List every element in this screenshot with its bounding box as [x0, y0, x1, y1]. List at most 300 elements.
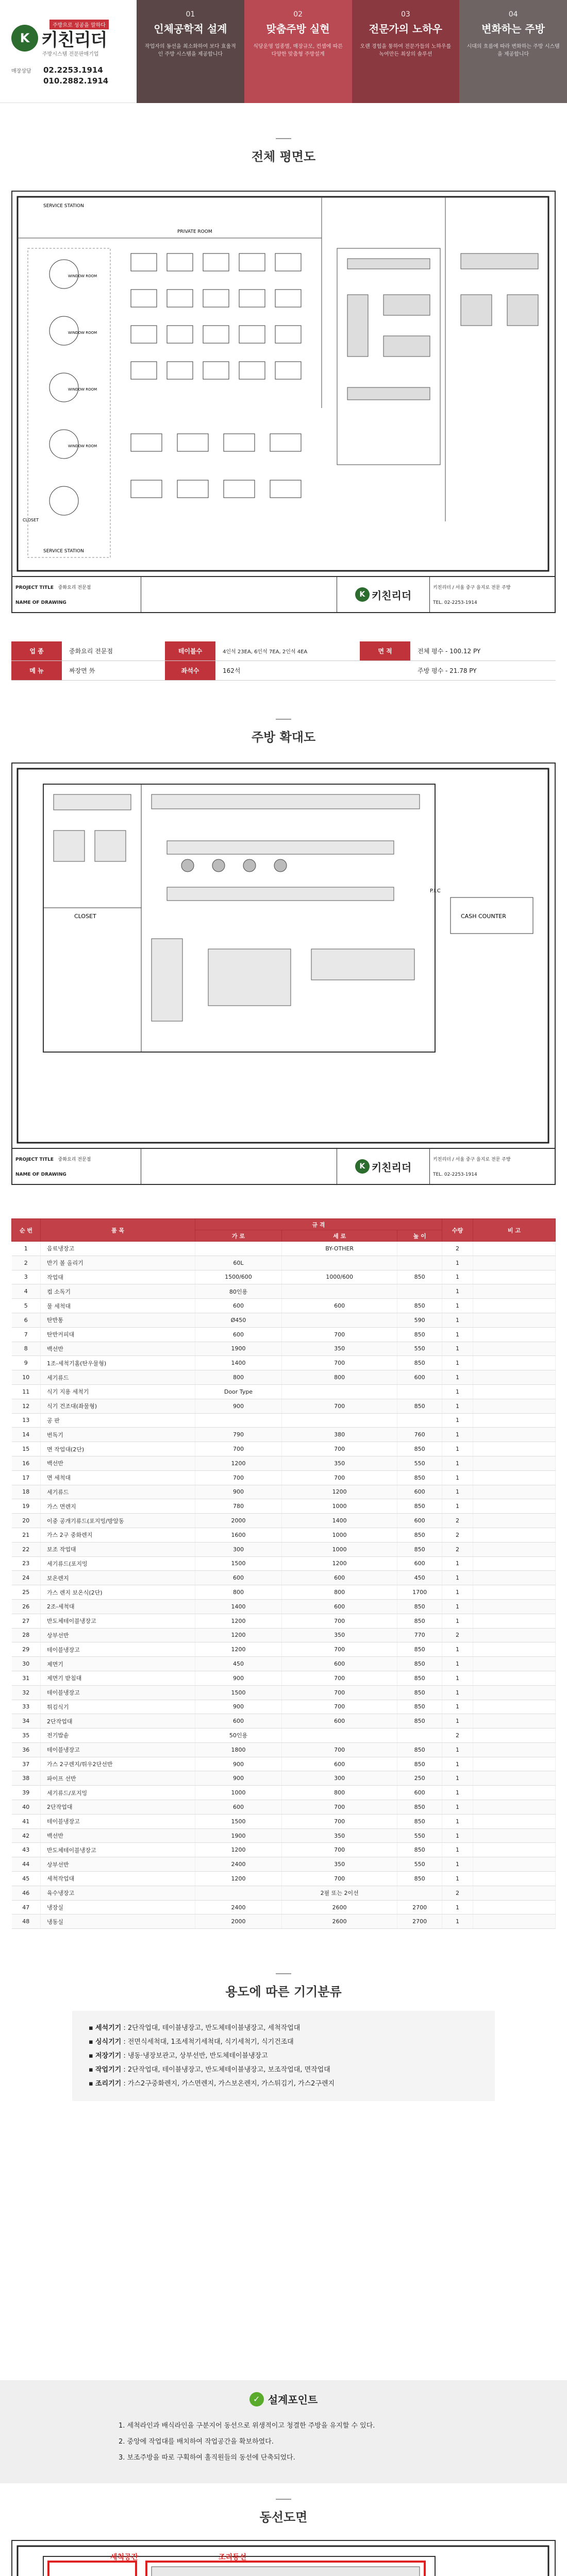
- plan-label: CLOSET: [74, 913, 96, 920]
- table-cell: 33: [12, 1700, 41, 1714]
- table-cell: 10: [12, 1370, 41, 1385]
- feature-banner[interactable]: [459, 0, 567, 103]
- table-cell: 18: [12, 1485, 41, 1499]
- table-cell: 700: [195, 1442, 282, 1456]
- flow-plan-svg: [12, 2541, 555, 2576]
- table-cell: 식기 건조대(좌물형): [41, 1399, 195, 1413]
- table-cell: 1: [442, 1757, 473, 1771]
- table-row: [12, 1886, 556, 1900]
- table-cell: 세척작업대: [41, 1872, 195, 1886]
- table-cell: [473, 1571, 556, 1585]
- banner-title: 변화하는 주방: [481, 23, 545, 35]
- table-cell: 60L: [195, 1256, 282, 1270]
- table-cell: [473, 1714, 556, 1728]
- table-cell: 600: [397, 1370, 442, 1385]
- table-cell: 350: [281, 1456, 397, 1470]
- table-row: [12, 1685, 556, 1700]
- table-cell: 면 세척대: [41, 1470, 195, 1485]
- table-row: [12, 1571, 556, 1585]
- table-cell: [195, 1413, 282, 1428]
- table-cell: 550: [397, 1857, 442, 1872]
- table-cell: 1: [442, 1370, 473, 1385]
- table-cell: [473, 1356, 556, 1370]
- banner-title: 인체공학적 설계: [154, 23, 227, 35]
- banner-desc: 오랜 경험을 통하여 전문가들의 노하우를 녹여만든 최상의 솔루션: [360, 44, 452, 57]
- tb-brand: 키친리더: [371, 589, 412, 602]
- table-cell: 48: [12, 1914, 41, 1929]
- table-row: [12, 1485, 556, 1499]
- col-header: 수량: [442, 1219, 473, 1242]
- table-cell: 1000/600: [281, 1270, 397, 1284]
- table-cell: 2단작업대: [41, 1800, 195, 1815]
- feature-banner[interactable]: [352, 0, 460, 103]
- table-cell: 700: [281, 1814, 397, 1828]
- table-cell: 1200: [195, 1843, 282, 1857]
- table-cell: 1200: [195, 1456, 282, 1470]
- table-cell: 세기류드: [41, 1370, 195, 1385]
- col-header: 높 이: [397, 1230, 442, 1242]
- info-label: 테이블수: [165, 641, 215, 660]
- table-row: [12, 1284, 556, 1299]
- feature-banner[interactable]: [137, 0, 244, 103]
- table-row: [12, 1700, 556, 1714]
- banner-title: 전문가의 노하우: [369, 23, 442, 35]
- table-cell: 36: [12, 1742, 41, 1757]
- table-cell: 1500: [195, 1685, 282, 1700]
- table-cell: 제면기: [41, 1657, 195, 1671]
- col-header: 세 로: [281, 1230, 397, 1242]
- table-cell: 38: [12, 1771, 41, 1786]
- separator: :: [121, 2038, 128, 2046]
- tb-company-name: 키친리더 / 서울 중구 을지로 전문 주방: [433, 1157, 511, 1163]
- usage-box: [72, 2011, 495, 2101]
- table-cell: 1200: [281, 1485, 397, 1499]
- tb-grid: [141, 1149, 337, 1184]
- table-cell: [397, 1284, 442, 1299]
- tb-company-name: 키친리더 / 서울 중구 을지로 전문 주방: [433, 585, 511, 591]
- table-cell: 19: [12, 1499, 41, 1514]
- table-cell: 냉장실: [41, 1900, 195, 1914]
- table-cell: [473, 1556, 556, 1571]
- col-header: 비 고: [473, 1219, 556, 1242]
- table-row: [12, 1900, 556, 1914]
- table-cell: [473, 1585, 556, 1600]
- table-cell: 파이프 선반: [41, 1771, 195, 1786]
- table-cell: 1200: [195, 1614, 282, 1628]
- usage-value: 전면식세척대, 1조세척기세척대, 식기세척기, 식기건조대: [127, 2038, 294, 2046]
- flow-label: 세척공간: [110, 2553, 139, 2562]
- table-cell: 2: [442, 1542, 473, 1556]
- info-value: 중화요리 전문점: [69, 648, 113, 655]
- table-cell: [281, 1413, 397, 1428]
- table-cell: 600: [195, 1571, 282, 1585]
- table-cell: 800: [195, 1585, 282, 1600]
- table-row: [12, 1442, 556, 1456]
- table-cell: 45: [12, 1872, 41, 1886]
- table-cell: 1: [442, 1356, 473, 1370]
- table-cell: 850: [397, 1714, 442, 1728]
- table-cell: 반도체테이블냉장고: [41, 1843, 195, 1857]
- table-cell: 가스 렌지 보온식(2단): [41, 1585, 195, 1600]
- banner-number: 02: [293, 10, 303, 19]
- table-cell: 1900: [195, 1342, 282, 1356]
- table-cell: 16: [12, 1456, 41, 1470]
- table-cell: 850: [397, 1270, 442, 1284]
- table-cell: 1000: [195, 1786, 282, 1800]
- info-value: 162석: [223, 667, 241, 674]
- table-cell: 세기류드/포지밍: [41, 1786, 195, 1800]
- table-cell: [473, 1614, 556, 1628]
- table-cell: 가스 2구 중화렌지: [41, 1528, 195, 1542]
- table-cell: 790: [195, 1428, 282, 1442]
- table-cell: 1: [442, 1700, 473, 1714]
- table-cell: 2600: [281, 1914, 397, 1929]
- table-cell: BY-OTHER: [281, 1242, 397, 1256]
- bullet-icon: ▪: [89, 2066, 95, 2074]
- table-row: [12, 1671, 556, 1685]
- tb-tel: TEL. 02-2253-1914: [433, 1172, 477, 1177]
- table-cell: [473, 1800, 556, 1815]
- table-cell: 8: [12, 1342, 41, 1356]
- table-cell: 30: [12, 1657, 41, 1671]
- table-cell: 850: [397, 1399, 442, 1413]
- table-row: [12, 1470, 556, 1485]
- section-title-overall: 전체 평면도: [0, 138, 567, 164]
- table-cell: 850: [397, 1528, 442, 1542]
- table-row: [12, 1542, 556, 1556]
- tb-logo: [355, 587, 411, 602]
- table-row: [12, 1585, 556, 1600]
- table-row: [12, 1872, 556, 1886]
- table-row: [12, 1642, 556, 1657]
- table-cell: 15: [12, 1442, 41, 1456]
- table-cell: [473, 1256, 556, 1270]
- table-cell: 40: [12, 1800, 41, 1815]
- table-cell: 상부선반: [41, 1857, 195, 1872]
- usage-label: 세석기기: [95, 2024, 122, 2032]
- table-cell: 550: [397, 1342, 442, 1356]
- table-cell: 2400: [195, 1857, 282, 1872]
- table-cell: [473, 1857, 556, 1872]
- table-cell: 600: [281, 1714, 397, 1728]
- usage-value: 냉동·냉장보관고, 상부선반, 반도체테이블냉장고: [127, 2052, 268, 2060]
- table-row: [12, 1370, 556, 1385]
- table-cell: 850: [397, 1685, 442, 1700]
- col-header: 순 번: [12, 1219, 41, 1242]
- table-cell: 700: [281, 1671, 397, 1685]
- table-cell: 850: [397, 1814, 442, 1828]
- usage-item: [89, 2021, 478, 2035]
- info-label: 메 뉴: [11, 661, 62, 680]
- table-cell: [473, 1685, 556, 1700]
- table-cell: 450: [397, 1571, 442, 1585]
- table-cell: 반기 볼 올리기: [41, 1256, 195, 1270]
- table-cell: 육수냉장고: [41, 1886, 195, 1900]
- table-cell: 26: [12, 1599, 41, 1614]
- table-row: [12, 1399, 556, 1413]
- table-cell: 1000: [281, 1528, 397, 1542]
- table-row: [12, 1728, 556, 1743]
- phone-number[interactable]: 010.2882.1914: [43, 76, 109, 86]
- brand-tagline: 주방으로 성공을 말하다: [49, 20, 109, 29]
- bullet-icon: ▪: [89, 2052, 95, 2060]
- table-cell: 1: [442, 1485, 473, 1499]
- table-cell: 2단작업대: [41, 1714, 195, 1728]
- table-cell: 1: [442, 1499, 473, 1514]
- table-cell: [473, 1342, 556, 1356]
- table-cell: 1: [442, 1857, 473, 1872]
- table-cell: 600: [281, 1599, 397, 1614]
- table-cell: 770: [397, 1628, 442, 1642]
- table-row: [12, 1413, 556, 1428]
- table-cell: [473, 1384, 556, 1399]
- tb-label: PROJECT TITLE: [15, 585, 54, 591]
- usage-value: 2단작업대, 테이블냉장고, 반도체테이블냉장고, 보조작업대, 면작업대: [127, 2066, 330, 2074]
- usage-section: [0, 1973, 567, 2101]
- table-cell: 900: [195, 1771, 282, 1786]
- tb-label: NAME OF DRAWING: [15, 600, 66, 605]
- table-cell: 850: [397, 1642, 442, 1657]
- equipment-table-body: [12, 1242, 556, 1929]
- table-cell: 350: [281, 1828, 397, 1843]
- tb-logo-cell: [337, 577, 430, 612]
- flow-label: 조리동선: [219, 2553, 247, 2562]
- separator: :: [121, 2024, 128, 2032]
- table-cell: 1: [442, 1442, 473, 1456]
- table-cell: 700: [281, 1843, 397, 1857]
- usage-label: 저장기기: [95, 2052, 122, 2060]
- table-cell: 780: [195, 1499, 282, 1514]
- table-cell: 3: [12, 1270, 41, 1284]
- table-cell: 14: [12, 1428, 41, 1442]
- table-cell: 보조 작업대: [41, 1542, 195, 1556]
- table-cell: 22: [12, 1542, 41, 1556]
- table-cell: 테이블냉장고: [41, 1642, 195, 1657]
- usage-label: 싱식기기: [95, 2038, 122, 2046]
- table-row: [12, 1299, 556, 1313]
- table-cell: 11: [12, 1384, 41, 1399]
- table-cell: 보온렌지: [41, 1571, 195, 1585]
- table-cell: 700: [281, 1872, 397, 1886]
- table-cell: 1: [442, 1614, 473, 1628]
- table-cell: 350: [281, 1628, 397, 1642]
- info-value: 짜장면 外: [69, 667, 95, 674]
- banner-number: 04: [508, 10, 518, 19]
- table-cell: 물 세척대: [41, 1299, 195, 1313]
- table-cell: 1: [442, 1384, 473, 1399]
- table-cell: 가스 2구렌지/튀우2단선반: [41, 1757, 195, 1771]
- table-cell: 760: [397, 1428, 442, 1442]
- table-cell: 전기밥솥: [41, 1728, 195, 1743]
- table-cell: 2000: [195, 1914, 282, 1929]
- table-cell: 상부선반: [41, 1628, 195, 1642]
- table-cell: 900: [195, 1671, 282, 1685]
- table-cell: 31: [12, 1671, 41, 1685]
- table-cell: 600: [281, 1657, 397, 1671]
- table-row: [12, 1313, 556, 1327]
- banner-number: 01: [186, 10, 195, 19]
- table-cell: 700: [281, 1327, 397, 1342]
- table-cell: 2600: [281, 1900, 397, 1914]
- table-cell: 850: [397, 1442, 442, 1456]
- check-icon: ✓: [249, 2392, 264, 2406]
- table-row: [12, 1914, 556, 1929]
- table-cell: 2: [442, 1528, 473, 1542]
- table-cell: [473, 1786, 556, 1800]
- table-cell: [473, 1514, 556, 1528]
- table-cell: 2400: [195, 1900, 282, 1914]
- table-cell: [397, 1256, 442, 1270]
- banner-desc: 작업자의 동선을 최소화하여 보다 효율적인 주방 시스템을 제공합니다: [144, 44, 236, 57]
- table-cell: 2: [442, 1728, 473, 1743]
- table-cell: 1: [12, 1242, 41, 1256]
- info-label: 좌석수: [165, 661, 215, 680]
- bullet-icon: ▪: [89, 2038, 95, 2046]
- table-cell: 850: [397, 1843, 442, 1857]
- table-cell: 450: [195, 1657, 282, 1671]
- table-cell: [473, 1642, 556, 1657]
- table-cell: 300: [195, 1542, 282, 1556]
- table-cell: 1: [442, 1843, 473, 1857]
- table-cell: 29: [12, 1642, 41, 1657]
- usage-label: 작업기기: [95, 2066, 122, 2074]
- info-value: 4인석 23EA, 6인석 7EA, 2인석 4EA: [223, 649, 308, 655]
- tb-label: NAME OF DRAWING: [15, 1172, 66, 1177]
- feature-banners: [137, 0, 567, 103]
- table-cell: [473, 1428, 556, 1442]
- table-cell: [473, 1843, 556, 1857]
- table-cell: 1: [442, 1556, 473, 1571]
- feature-banner[interactable]: [244, 0, 352, 103]
- table-cell: 600: [195, 1327, 282, 1342]
- table-cell: 6: [12, 1313, 41, 1327]
- table-cell: 번독기: [41, 1428, 195, 1442]
- table-cell: 세기류드: [41, 1485, 195, 1499]
- table-cell: [397, 1413, 442, 1428]
- plan-label: P.I.C: [430, 888, 441, 894]
- table-cell: 800: [281, 1786, 397, 1800]
- table-cell: 1: [442, 1456, 473, 1470]
- table-cell: 700: [281, 1800, 397, 1815]
- table-cell: 35: [12, 1728, 41, 1743]
- plan-label: WINDOW ROOM: [68, 274, 97, 278]
- table-cell: 850: [397, 1327, 442, 1342]
- info-value: 전체 평수 - 100.12 PY: [418, 648, 481, 655]
- drawing-title-block: [12, 576, 555, 612]
- table-cell: 27: [12, 1614, 41, 1628]
- info-value: 주방 평수 - 21.78 PY: [418, 667, 477, 674]
- plan-label: CASH COUNTER: [461, 913, 506, 920]
- table-cell: 1: [442, 1714, 473, 1728]
- section-title-flow: 동선도면: [0, 2499, 567, 2525]
- table-cell: 42: [12, 1828, 41, 1843]
- table-cell: 1: [442, 1900, 473, 1914]
- phone-number[interactable]: 02.2253.1914: [43, 65, 103, 75]
- table-cell: 1: [442, 1872, 473, 1886]
- table-cell: 1: [442, 1399, 473, 1413]
- table-cell: 900: [195, 1485, 282, 1499]
- table-cell: 900: [195, 1700, 282, 1714]
- tb-project-title: 중화요리 전문점: [58, 585, 91, 591]
- table-cell: 600: [281, 1571, 397, 1585]
- table-cell: [473, 1814, 556, 1828]
- table-row: [12, 1786, 556, 1800]
- table-cell: 250: [397, 1771, 442, 1786]
- table-row: [12, 1628, 556, 1642]
- table-cell: 800: [281, 1370, 397, 1385]
- table-cell: 600: [397, 1786, 442, 1800]
- table-cell: 380: [281, 1428, 397, 1442]
- table-cell: 850: [397, 1800, 442, 1815]
- table-cell: 13: [12, 1413, 41, 1428]
- table-cell: 600: [397, 1556, 442, 1571]
- table-cell: 1: [442, 1284, 473, 1299]
- table-row: [12, 1742, 556, 1757]
- table-row: [12, 1771, 556, 1786]
- table-cell: 850: [397, 1356, 442, 1370]
- banner-desc: 시대의 흐름에 따라 변화하는 주방 시스템을 제공합니다: [466, 44, 560, 57]
- table-cell: [473, 1284, 556, 1299]
- table-cell: [473, 1327, 556, 1342]
- table-cell: 1: [442, 1786, 473, 1800]
- usage-item: [89, 2077, 478, 2091]
- table-cell: 1: [442, 1671, 473, 1685]
- table-cell: [281, 1256, 397, 1270]
- table-cell: 공 판: [41, 1413, 195, 1428]
- table-cell: 20: [12, 1514, 41, 1528]
- table-cell: [473, 1757, 556, 1771]
- usage-value: 가스2구중화렌지, 가스면렌지, 가스보온렌지, 가스튀김기, 가스2구렌지: [127, 2080, 335, 2088]
- table-cell: 2000: [195, 1514, 282, 1528]
- table-cell: 550: [397, 1828, 442, 1843]
- table-cell: 음료냉장고: [41, 1242, 195, 1256]
- banner-title: 맞춤주방 실현: [266, 23, 330, 35]
- table-cell: 1600: [195, 1528, 282, 1542]
- table-cell: 튀김식기: [41, 1700, 195, 1714]
- plan-label: WINDOW ROOM: [68, 331, 97, 335]
- table-cell: [281, 1284, 397, 1299]
- table-cell: [473, 1370, 556, 1385]
- design-point-item: 1. 세척라인과 배식라인을 구분지어 동선으로 위생적이고 청결한 주방을 유지할 수 있다.: [119, 2422, 375, 2430]
- table-cell: 백선반: [41, 1828, 195, 1843]
- banner-number: 03: [401, 10, 410, 19]
- table-cell: 1: [442, 1914, 473, 1929]
- table-cell: 식기 지용 세척기: [41, 1384, 195, 1399]
- table-cell: 5: [12, 1299, 41, 1313]
- table-cell: 이중 공개기류드(포지밍/방알동: [41, 1514, 195, 1528]
- table-cell: 850: [397, 1614, 442, 1628]
- table-row: [12, 1857, 556, 1872]
- separator: :: [121, 2052, 128, 2060]
- info-spacer: [360, 661, 410, 680]
- table-cell: [397, 1728, 442, 1743]
- table-cell: 1: [442, 1657, 473, 1671]
- section-title-design: 설계포인트: [268, 2394, 318, 2406]
- table-cell: 1: [442, 1571, 473, 1585]
- table-cell: [473, 1485, 556, 1499]
- table-cell: 32: [12, 1685, 41, 1700]
- table-cell: [473, 1728, 556, 1743]
- table-cell: 550: [397, 1456, 442, 1470]
- info-label: 업 종: [11, 641, 62, 660]
- table-cell: [397, 1242, 442, 1256]
- table-cell: [473, 1900, 556, 1914]
- table-cell: 1800: [195, 1742, 282, 1757]
- table-cell: 면 작업대(2단): [41, 1442, 195, 1456]
- table-cell: 700: [281, 1614, 397, 1628]
- tb-project: [12, 577, 141, 612]
- table-cell: 1000: [281, 1499, 397, 1514]
